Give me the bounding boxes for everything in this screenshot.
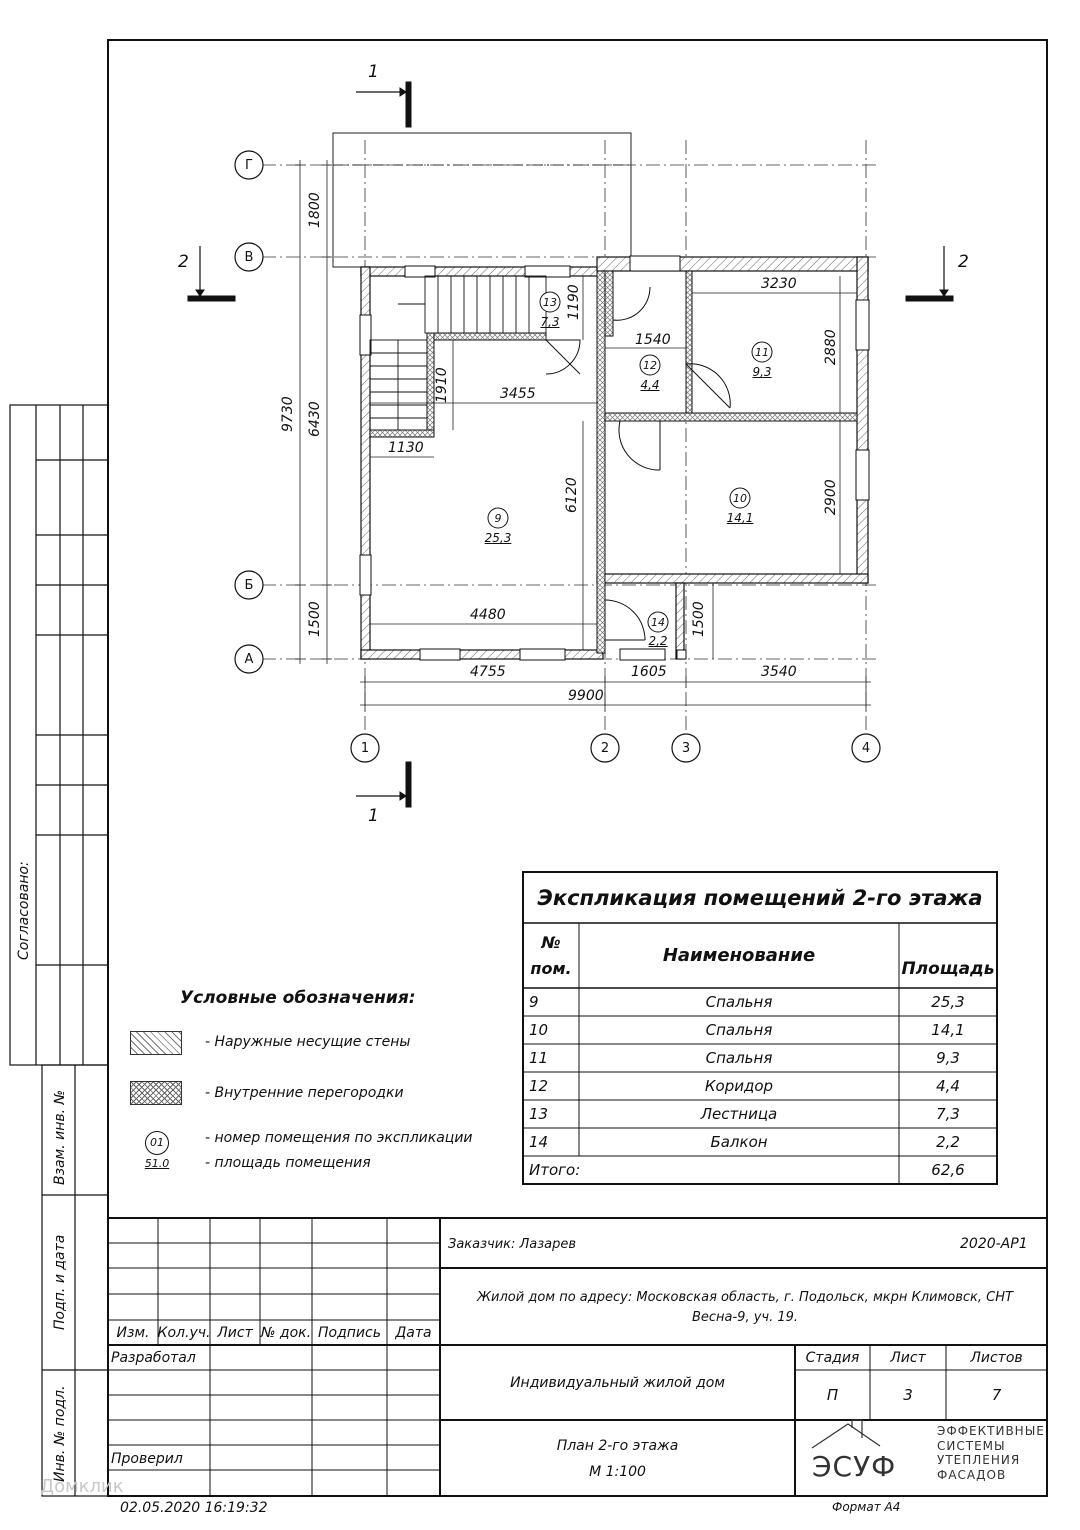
- legend-area-desc: - площадь помещения: [205, 1155, 371, 1171]
- room-10-area: 14,1: [726, 511, 754, 525]
- col-header-num: № пом.: [530, 933, 572, 978]
- legend-title: Условные обозначения:: [180, 988, 416, 1008]
- axis-label-v: В: [244, 249, 254, 265]
- legend-sample-area: 51.0: [144, 1156, 170, 1170]
- room-13-number: 13: [543, 295, 557, 309]
- table-row-9-name: Спальня: [705, 993, 773, 1011]
- table-row-11-name: Спальня: [705, 1049, 773, 1067]
- exterior-walls: [361, 257, 868, 659]
- stamp-address: Жилой дом по адресу: Московская область, г. Подольск, мкрн Климовск, СНТ Весна-9, уч. 19.: [477, 1290, 1013, 1325]
- section-label-bottom: 1: [368, 806, 379, 826]
- axis-label-a: А: [244, 651, 254, 667]
- section-label-right: 2: [958, 252, 969, 272]
- company-line-3: УТЕПЛЕНИЯ: [937, 1453, 1021, 1467]
- room-14-area: 2,2: [648, 634, 668, 648]
- stamp-format: Формат А4: [832, 1500, 901, 1514]
- stamp-header-data: Дата: [395, 1324, 432, 1341]
- company-logo: [812, 1420, 880, 1448]
- room-11-area: 9,3: [752, 365, 772, 379]
- table-row-12-area: 4,4: [936, 1077, 960, 1095]
- dim-3230: 3230: [761, 276, 797, 292]
- section-label-left: 2: [178, 252, 189, 272]
- dim-4755: 4755: [470, 664, 506, 680]
- col-header-area: Площадь: [901, 959, 995, 979]
- stamp-customer: Заказчик: Лазарев: [448, 1237, 577, 1252]
- section-label-top: 1: [368, 62, 379, 82]
- grid-axes: [262, 140, 880, 735]
- dim-9900: 9900: [568, 688, 604, 704]
- company-line-4: ФАСАДОВ: [937, 1467, 1007, 1482]
- dim-6120: 6120: [564, 477, 580, 513]
- table-row-13-name: Лестница: [700, 1105, 778, 1123]
- dim-1500-right: 1500: [691, 601, 707, 637]
- explication-title: Экспликация помещений 2-го этажа: [537, 885, 983, 910]
- axis-label-4: 4: [861, 740, 871, 756]
- table-row-10-area: 14,1: [931, 1021, 965, 1039]
- stamp-scale: М 1:100: [589, 1464, 646, 1480]
- company-name: [937, 1424, 1045, 1482]
- table-row-12-name: Коридор: [704, 1077, 774, 1095]
- col-header-name: Наименование: [662, 945, 816, 966]
- room-10-number: 10: [733, 491, 747, 505]
- room-14-number: 14: [651, 615, 665, 629]
- legend-ext-wall-label: - Наружные несущие стены: [205, 1034, 411, 1050]
- table-row-12-num: 12: [529, 1077, 549, 1095]
- table-row-11-area: 9,3: [936, 1049, 960, 1067]
- table-row-11-num: 11: [529, 1049, 549, 1067]
- stamp-datetime: 02.05.2020 16:19:32: [120, 1500, 268, 1516]
- legend-sample-num: 01: [150, 1135, 164, 1149]
- axis-label-2: 2: [600, 740, 610, 756]
- room-11-number: 11: [755, 345, 769, 359]
- table-total-label: Итого:: [529, 1161, 581, 1179]
- table-row-13-area: 7,3: [936, 1105, 960, 1123]
- table-row-9-area: 25,3: [931, 993, 965, 1011]
- dim-1910: 1910: [434, 367, 450, 403]
- legend-num-desc: - номер помещения по экспликации: [205, 1130, 473, 1146]
- stamp-sheet-label: Лист: [890, 1349, 926, 1366]
- table-row-10-name: Спальня: [705, 1021, 773, 1039]
- company-line-1: ЭФФЕКТИВНЫЕ: [937, 1424, 1045, 1438]
- windows: [360, 256, 869, 660]
- room-12-area: 4,4: [640, 378, 660, 392]
- dim-2880: 2880: [823, 329, 839, 365]
- table-row-14-num: 14: [529, 1133, 549, 1151]
- axis-label-1: 1: [360, 740, 370, 756]
- legend-ext-wall-swatch: [130, 1031, 182, 1055]
- legend-int-wall-label: - Внутренние перегородки: [205, 1085, 404, 1101]
- stamp-sheet-title: План 2-го этажа: [556, 1438, 679, 1454]
- dim-1500-left: 1500: [307, 601, 323, 637]
- dim-4480: 4480: [470, 607, 506, 623]
- stamp-checked: Проверил: [111, 1451, 183, 1467]
- stamp-sheets-label: Листов: [970, 1349, 1023, 1366]
- stamp-stage-value: П: [826, 1386, 839, 1404]
- table-row-9-num: 9: [529, 993, 539, 1011]
- dim-6430: 6430: [307, 401, 323, 437]
- stamp-header-doc: № док.: [260, 1324, 312, 1341]
- stamp-stage-label: Стадия: [805, 1349, 860, 1366]
- dim-2900: 2900: [823, 479, 839, 515]
- dim-1130: 1130: [388, 440, 424, 456]
- stamp-developed: Разработал: [111, 1350, 196, 1366]
- stamp-object: Индивидуальный жилой дом: [510, 1374, 725, 1391]
- side-podp: Подп. и дата: [52, 1234, 68, 1330]
- dim-1540: 1540: [635, 332, 671, 348]
- stamp-sheets-value: 7: [991, 1386, 1002, 1404]
- watermark: Домклик: [40, 1476, 124, 1497]
- dim-1605: 1605: [631, 664, 667, 680]
- dim-9730: 9730: [280, 396, 296, 432]
- stamp-code: 2020-АР1: [960, 1236, 1028, 1252]
- side-inv: Инв. № подл.: [52, 1385, 68, 1482]
- axis-label-3: 3: [681, 740, 691, 756]
- table-row-13-num: 13: [529, 1105, 549, 1123]
- room-9-number: 9: [494, 511, 502, 525]
- stamp-header-list: Лист: [217, 1324, 253, 1341]
- side-soglasovano: Согласовано:: [16, 861, 32, 960]
- company-mark: ЭСУФ: [812, 1450, 897, 1483]
- stamp-header-podpis: Подпись: [318, 1324, 381, 1341]
- axis-label-g: Г: [245, 157, 253, 173]
- table-row-10-num: 10: [529, 1021, 549, 1039]
- table-row-14-name: Балкон: [710, 1133, 768, 1151]
- axis-label-b: Б: [244, 577, 254, 593]
- stamp-header-izm: Изм.: [116, 1324, 150, 1341]
- dim-1800: 1800: [307, 192, 323, 228]
- room-9-area: 25,3: [484, 531, 512, 545]
- dim-3540: 3540: [761, 664, 797, 680]
- stamp-header-kolych: Кол.уч.: [157, 1324, 211, 1341]
- table-total-value: 62,6: [931, 1161, 965, 1179]
- room-13-area: 7,3: [540, 315, 560, 329]
- dim-1190: 1190: [566, 284, 582, 320]
- table-row-14-area: 2,2: [936, 1133, 960, 1151]
- company-line-2: СИСТЕМЫ: [937, 1438, 1006, 1453]
- dim-3455: 3455: [500, 386, 536, 402]
- upper-balcony-outline: [333, 133, 631, 267]
- room-12-number: 12: [643, 358, 657, 372]
- side-vzam: Взам. инв. №: [52, 1089, 68, 1185]
- legend-int-wall-swatch: [130, 1081, 182, 1105]
- stamp-sheet-value: 3: [903, 1386, 913, 1404]
- stairs: [370, 276, 546, 430]
